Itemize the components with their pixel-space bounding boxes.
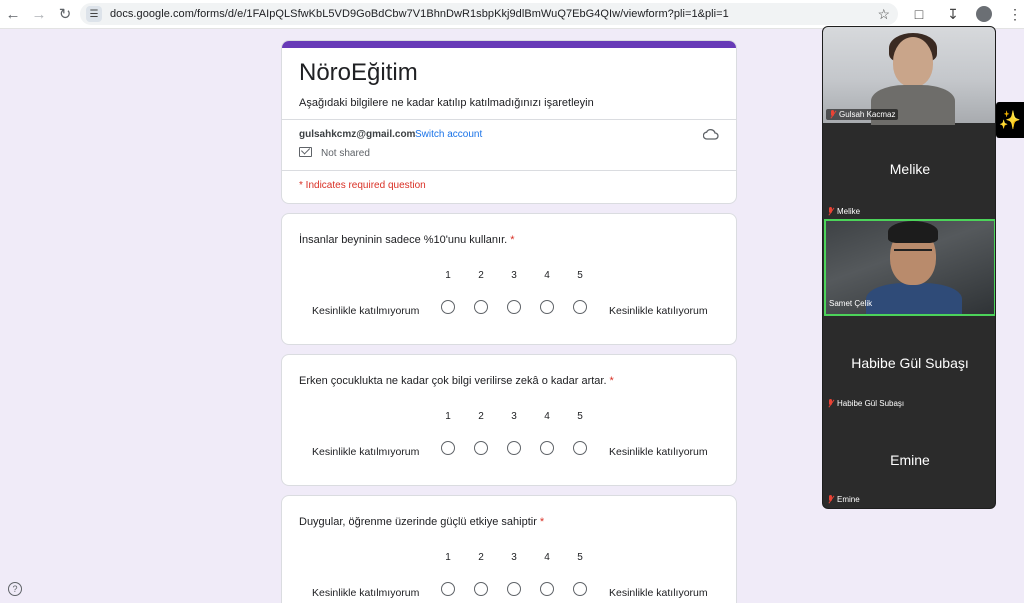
- radio-option-1[interactable]: [441, 582, 455, 596]
- question-card: [281, 354, 737, 486]
- reload-icon[interactable]: ↻: [58, 6, 72, 23]
- radio-option-1[interactable]: [441, 300, 455, 314]
- browser-toolbar: [0, 0, 1024, 29]
- question-text: Duygular, öğrenme üzerinde güçlü etkiye sahiptir *: [299, 516, 545, 528]
- participant-tile[interactable]: [823, 413, 996, 509]
- forward-arrow-icon[interactable]: →: [31, 5, 47, 23]
- form-header-card: [281, 40, 737, 204]
- help-icon[interactable]: ?: [8, 582, 22, 596]
- scale-high-label: Kesinlikle katılıyorum: [609, 446, 708, 458]
- radio-option-3[interactable]: [507, 441, 521, 455]
- not-shared-label: Not shared: [321, 148, 370, 159]
- divider: [282, 170, 737, 171]
- scale-number: 2: [478, 552, 484, 563]
- question-text: Erken çocuklukta ne kadar çok bilgi verilirse zekâ o kadar artar. *: [299, 375, 614, 387]
- bookmark-star-icon[interactable]: ☆: [877, 6, 890, 22]
- scale-number: 1: [445, 552, 451, 563]
- radio-option-2[interactable]: [474, 582, 488, 596]
- question-card: [281, 213, 737, 345]
- participant-display-name: Habibe Gül Subaşı: [851, 355, 969, 371]
- scale-number: 4: [544, 411, 550, 422]
- divider: [282, 119, 737, 120]
- not-shared-icon: [299, 147, 312, 157]
- scale-number: 5: [577, 270, 583, 281]
- accent-bar: [282, 41, 736, 48]
- participant-tile[interactable]: [823, 123, 996, 219]
- mic-off-icon: [829, 110, 836, 119]
- radio-option-5[interactable]: [573, 300, 587, 314]
- scale-number: 3: [511, 552, 517, 563]
- mic-off-icon: [827, 207, 834, 216]
- scale-low-label: Kesinlikle katılmıyorum: [312, 305, 420, 317]
- radio-option-3[interactable]: [507, 300, 521, 314]
- radio-option-3[interactable]: [507, 582, 521, 596]
- participant-name-tag: Samet Çelik: [829, 299, 873, 308]
- scale-number: 3: [511, 270, 517, 281]
- scale-high-label: Kesinlikle katılıyorum: [609, 587, 708, 599]
- participant-name-tag: Emine: [827, 495, 860, 504]
- mic-off-icon: [827, 495, 834, 504]
- radio-option-5[interactable]: [573, 441, 587, 455]
- required-note: * Indicates required question: [299, 180, 426, 191]
- required-asterisk: *: [609, 375, 614, 387]
- extensions-icon[interactable]: □: [914, 6, 924, 22]
- participant-name-tag: Habibe Gül Subaşı: [827, 399, 904, 408]
- question-card: [281, 495, 737, 603]
- mic-off-icon: [827, 399, 834, 408]
- site-info-icon[interactable]: ☰: [86, 6, 102, 22]
- form-description: Aşağıdaki bilgilere ne kadar katılıp katılmadığınızı işaretleyin: [299, 97, 594, 109]
- participant-tile-active-speaker[interactable]: [824, 219, 996, 316]
- participant-video: [894, 249, 932, 259]
- sparkle-icon[interactable]: ✨: [996, 102, 1024, 138]
- question-text: İnsanlar beyninin sadece %10'unu kullanır. *: [299, 234, 515, 246]
- participant-display-name: Melike: [889, 161, 931, 177]
- form-title: NöroEğitim: [299, 59, 418, 86]
- participant-video: [866, 283, 962, 316]
- scale-number: 1: [445, 270, 451, 281]
- radio-option-4[interactable]: [540, 582, 554, 596]
- menu-kebab-icon[interactable]: ⋮: [1008, 5, 1022, 22]
- scale-high-label: Kesinlikle katılıyorum: [609, 305, 708, 317]
- participant-video: [893, 37, 933, 87]
- radio-option-2[interactable]: [474, 441, 488, 455]
- radio-option-1[interactable]: [441, 441, 455, 455]
- scale-number: 3: [511, 411, 517, 422]
- scale-low-label: Kesinlikle katılmıyorum: [312, 446, 420, 458]
- radio-option-4[interactable]: [540, 300, 554, 314]
- switch-account-link[interactable]: Switch account: [415, 129, 483, 140]
- download-icon[interactable]: ↧: [947, 5, 959, 22]
- scale-number: 5: [577, 552, 583, 563]
- participant-tile[interactable]: [823, 27, 996, 123]
- video-call-panel[interactable]: [822, 26, 996, 509]
- required-asterisk: *: [510, 234, 515, 246]
- url-text[interactable]: docs.google.com/forms/d/e/1FAIpQLSfwKbL5VD9GoBdCbw7V1BhnDwR1sbpKkj9dlBmWuQ7EbG4QIw/viewform?pli=1&pli=1: [110, 8, 729, 20]
- participant-display-name: Emine: [890, 452, 930, 468]
- participant-name-tag: Melike: [827, 207, 860, 216]
- participant-tile[interactable]: [823, 317, 996, 413]
- scale-number: 2: [478, 411, 484, 422]
- scale-number: 1: [445, 411, 451, 422]
- radio-option-4[interactable]: [540, 441, 554, 455]
- address-bar[interactable]: [80, 3, 898, 25]
- participant-video: [888, 221, 938, 243]
- scale-number: 2: [478, 270, 484, 281]
- radio-option-2[interactable]: [474, 300, 488, 314]
- scale-number: 4: [544, 270, 550, 281]
- cloud-saved-icon: [703, 127, 719, 143]
- scale-low-label: Kesinlikle katılmıyorum: [312, 587, 420, 599]
- scale-number: 5: [577, 411, 583, 422]
- participant-name-tag: Gulsah Kacmaz: [826, 109, 898, 120]
- scale-number: 4: [544, 552, 550, 563]
- required-asterisk: *: [539, 516, 545, 528]
- back-arrow-icon[interactable]: ←: [5, 5, 21, 23]
- profile-avatar[interactable]: [976, 6, 992, 22]
- radio-option-5[interactable]: [573, 582, 587, 596]
- account-email: gulsahkcmz@gmail.com: [299, 129, 416, 140]
